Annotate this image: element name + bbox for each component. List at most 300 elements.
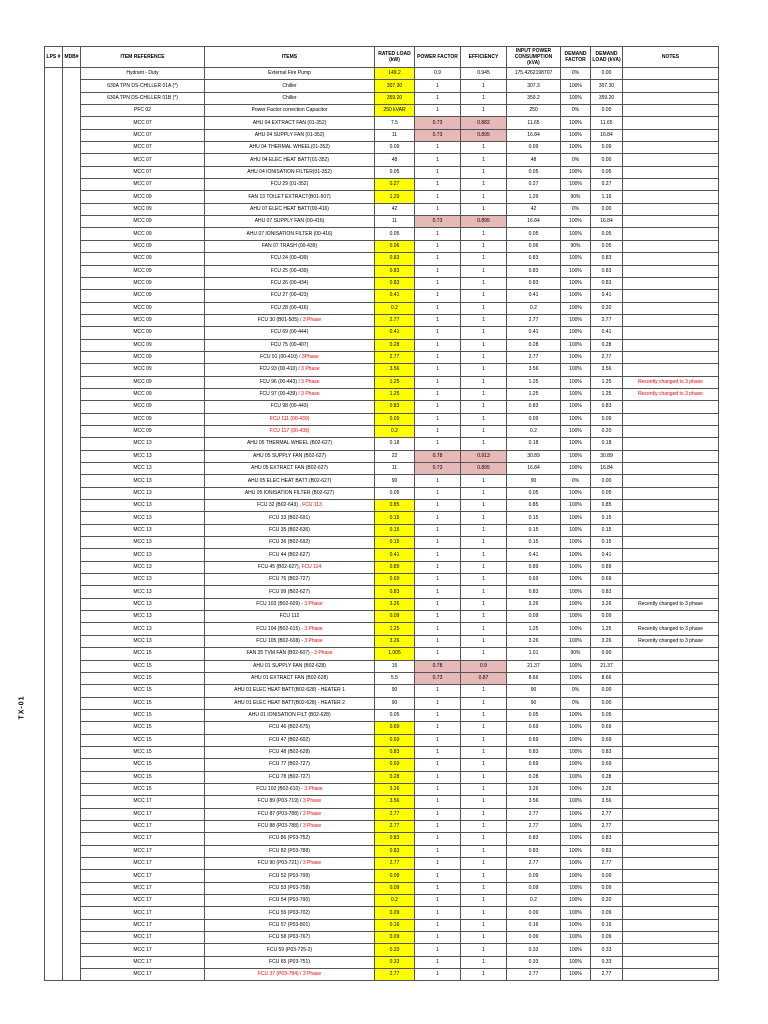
table-row bbox=[45, 105, 719, 117]
notes-cell bbox=[623, 364, 719, 376]
input-power-cell: 0.09 bbox=[507, 932, 561, 944]
input-power-cell: 2.77 bbox=[507, 820, 561, 832]
efficiency-cell: 1 bbox=[461, 80, 507, 92]
demand-load-cell: 0.09 bbox=[591, 882, 623, 894]
rated-load-cell: 0.41 bbox=[375, 290, 415, 302]
rated-load-cell: 3.56 bbox=[375, 364, 415, 376]
efficiency-cell: 0.9 bbox=[461, 660, 507, 672]
demand-load-cell: 3.26 bbox=[591, 783, 623, 795]
mdb-cell bbox=[63, 314, 81, 326]
mdb-cell bbox=[63, 228, 81, 240]
item-cell bbox=[205, 969, 375, 981]
mdb-cell bbox=[63, 845, 81, 857]
notes-cell bbox=[623, 487, 719, 499]
power-factor-cell: 1 bbox=[415, 265, 461, 277]
power-factor-cell: 1 bbox=[415, 105, 461, 117]
mdb-cell bbox=[63, 142, 81, 154]
rated-load-cell: 0.85 bbox=[375, 500, 415, 512]
demand-factor-cell: 100% bbox=[561, 734, 591, 746]
demand-load-cell: 0.41 bbox=[591, 290, 623, 302]
efficiency-cell: 0.87 bbox=[461, 672, 507, 684]
efficiency-cell: 1 bbox=[461, 475, 507, 487]
lps-cell bbox=[45, 68, 63, 80]
table-row bbox=[45, 228, 719, 240]
header-power-factor: POWER FACTOR bbox=[415, 47, 461, 68]
efficiency-cell: 1 bbox=[461, 759, 507, 771]
power-factor-cell: 1 bbox=[415, 142, 461, 154]
lps-cell bbox=[45, 944, 63, 956]
demand-load-cell: 8.66 bbox=[591, 672, 623, 684]
power-factor-cell: 1 bbox=[415, 537, 461, 549]
item-text: FCU 87 (P03-788) / bbox=[257, 810, 303, 817]
efficiency-cell: 0.895 bbox=[461, 129, 507, 141]
power-factor-cell: 1 bbox=[415, 351, 461, 363]
item-cell bbox=[205, 919, 375, 931]
item-reference-cell: MCC 09 bbox=[81, 364, 205, 376]
power-factor-cell: 1 bbox=[415, 561, 461, 573]
table-row bbox=[45, 450, 719, 462]
item-reference-cell: MCC 17 bbox=[81, 907, 205, 919]
notes-cell bbox=[623, 672, 719, 684]
input-power-cell: 0.85 bbox=[507, 500, 561, 512]
item-text: FCU 88 (P03-788) / bbox=[257, 823, 303, 830]
item-text: AHU 01 IONISATION FILT (B02-628) bbox=[248, 712, 331, 719]
item-text: FCU 52 (P03-799) bbox=[269, 872, 310, 879]
item-reference-cell: MCC 13 bbox=[81, 500, 205, 512]
demand-load-cell: 0.15 bbox=[591, 537, 623, 549]
power-factor-cell: 1 bbox=[415, 228, 461, 240]
power-factor-cell: 1 bbox=[415, 895, 461, 907]
item-cell bbox=[205, 339, 375, 351]
item-text: FCU 45 (B02-627), bbox=[257, 563, 302, 570]
efficiency-cell: 1 bbox=[461, 500, 507, 512]
rated-load-cell: 0.09 bbox=[375, 413, 415, 425]
item-reference-cell: MCC 13 bbox=[81, 611, 205, 623]
rated-load-cell: 0.83 bbox=[375, 253, 415, 265]
demand-factor-cell: 0% bbox=[561, 475, 591, 487]
demand-factor-cell: 100% bbox=[561, 549, 591, 561]
item-reference-cell: MCC 13 bbox=[81, 475, 205, 487]
power-factor-cell: 1 bbox=[415, 302, 461, 314]
lps-cell bbox=[45, 537, 63, 549]
input-power-cell: 0.83 bbox=[507, 265, 561, 277]
lps-cell bbox=[45, 240, 63, 252]
item-text: FCU 44 (B02-627) bbox=[269, 551, 310, 558]
input-power-cell: 90 bbox=[507, 697, 561, 709]
lps-cell bbox=[45, 919, 63, 931]
table-row bbox=[45, 191, 719, 203]
demand-factor-cell: 100% bbox=[561, 302, 591, 314]
input-power-cell: 0.33 bbox=[507, 956, 561, 968]
item-text: FCU 35 (B02-636) bbox=[269, 526, 310, 533]
mdb-cell bbox=[63, 956, 81, 968]
table-row bbox=[45, 833, 719, 845]
efficiency-cell: 1 bbox=[461, 635, 507, 647]
notes-cell: Recently changed to 3 phase bbox=[623, 623, 719, 635]
notes-cell: Recently changed to 3 phase bbox=[623, 388, 719, 400]
efficiency-cell: 1 bbox=[461, 388, 507, 400]
demand-load-cell: 0.00 bbox=[591, 685, 623, 697]
lps-cell bbox=[45, 463, 63, 475]
rated-load-cell: 0.27 bbox=[375, 179, 415, 191]
item-text: FCU 46 (B02-675) bbox=[269, 724, 310, 731]
item-cell bbox=[205, 660, 375, 672]
item-text: FCU 98 (00-443) bbox=[270, 403, 309, 410]
power-factor-cell: 1 bbox=[415, 253, 461, 265]
item-cell bbox=[205, 105, 375, 117]
demand-factor-cell: 100% bbox=[561, 80, 591, 92]
demand-factor-cell: 100% bbox=[561, 895, 591, 907]
item-cell bbox=[205, 388, 375, 400]
notes-cell bbox=[623, 450, 719, 462]
item-reference-cell: MCC 17 bbox=[81, 969, 205, 981]
table-row bbox=[45, 574, 719, 586]
rated-load-cell: 0.05 bbox=[375, 487, 415, 499]
item-cell bbox=[205, 487, 375, 499]
notes-cell: Recently changed to 3 phase bbox=[623, 598, 719, 610]
efficiency-cell: 1 bbox=[461, 265, 507, 277]
table-row bbox=[45, 500, 719, 512]
item-cell bbox=[205, 932, 375, 944]
item-cell bbox=[205, 648, 375, 660]
mdb-cell bbox=[63, 240, 81, 252]
mdb-cell bbox=[63, 771, 81, 783]
demand-factor-cell: 100% bbox=[561, 845, 591, 857]
table-row bbox=[45, 253, 719, 265]
input-power-cell: 0.09 bbox=[507, 907, 561, 919]
demand-factor-cell: 100% bbox=[561, 870, 591, 882]
lps-cell bbox=[45, 154, 63, 166]
mdb-cell bbox=[63, 302, 81, 314]
notes-cell bbox=[623, 845, 719, 857]
item-cell bbox=[205, 191, 375, 203]
item-text: AHU 07 ELEC HEAT BATT(00-416) bbox=[250, 205, 329, 212]
lps-cell bbox=[45, 932, 63, 944]
efficiency-cell: 0.895 bbox=[461, 463, 507, 475]
efficiency-cell: 1 bbox=[461, 845, 507, 857]
table-row bbox=[45, 166, 719, 178]
item-highlight-text: 3 Phase bbox=[304, 625, 323, 632]
demand-load-cell: 0.20 bbox=[591, 425, 623, 437]
item-highlight-text: / 3 Phase bbox=[297, 391, 320, 398]
demand-load-cell: 0.69 bbox=[591, 759, 623, 771]
rated-load-cell: 3.26 bbox=[375, 598, 415, 610]
demand-factor-cell: 100% bbox=[561, 969, 591, 981]
input-power-cell: 0.09 bbox=[507, 611, 561, 623]
efficiency-cell: 1 bbox=[461, 611, 507, 623]
power-factor-cell: 0.9 bbox=[415, 68, 461, 80]
rated-load-cell: 3.56 bbox=[375, 796, 415, 808]
item-text: FCU 105 (B02-608) - bbox=[256, 637, 305, 644]
rated-load-cell: 0.89 bbox=[375, 561, 415, 573]
power-factor-cell: 1 bbox=[415, 92, 461, 104]
lps-cell bbox=[45, 895, 63, 907]
item-reference-cell: MCC 17 bbox=[81, 858, 205, 870]
item-cell bbox=[205, 895, 375, 907]
item-cell bbox=[205, 142, 375, 154]
lps-cell bbox=[45, 734, 63, 746]
mdb-cell bbox=[63, 709, 81, 721]
item-text: FCU 93 (00-410) bbox=[259, 366, 297, 373]
efficiency-cell: 1 bbox=[461, 919, 507, 931]
rated-load-cell: 0.09 bbox=[375, 882, 415, 894]
efficiency-cell: 0.913 bbox=[461, 450, 507, 462]
mdb-cell bbox=[63, 463, 81, 475]
rated-load-cell: 0.33 bbox=[375, 956, 415, 968]
item-reference-cell: MCC 17 bbox=[81, 820, 205, 832]
item-highlight-text: 3 Phase bbox=[304, 600, 323, 607]
rated-load-cell: 359.20 bbox=[375, 92, 415, 104]
item-cell bbox=[205, 759, 375, 771]
efficiency-cell: 1 bbox=[461, 191, 507, 203]
mdb-cell bbox=[63, 425, 81, 437]
mdb-cell bbox=[63, 129, 81, 141]
power-factor-cell: 0.73 bbox=[415, 129, 461, 141]
efficiency-cell: 1 bbox=[461, 290, 507, 302]
mdb-cell bbox=[63, 697, 81, 709]
item-text: FCU 28 (00-416) bbox=[270, 304, 309, 311]
power-factor-cell: 1 bbox=[415, 858, 461, 870]
power-factor-cell: 1 bbox=[415, 697, 461, 709]
item-text: FCU 27 (00-423) bbox=[270, 292, 309, 299]
efficiency-cell: 0.945 bbox=[461, 68, 507, 80]
header-input-power: INPUT POWER CONSUMPTION (kVA) bbox=[507, 47, 561, 68]
demand-factor-cell: 100% bbox=[561, 932, 591, 944]
demand-load-cell: 0.05 bbox=[591, 709, 623, 721]
table-row bbox=[45, 549, 719, 561]
demand-factor-cell: 100% bbox=[561, 216, 591, 228]
table-row bbox=[45, 709, 719, 721]
item-cell bbox=[205, 463, 375, 475]
lps-cell bbox=[45, 80, 63, 92]
lps-cell bbox=[45, 709, 63, 721]
demand-load-cell: 1.25 bbox=[591, 623, 623, 635]
item-cell bbox=[205, 277, 375, 289]
item-reference-cell: MCC 07 bbox=[81, 154, 205, 166]
item-text: FCU 90 (P03-721) / bbox=[257, 860, 303, 867]
notes-cell bbox=[623, 685, 719, 697]
mdb-cell bbox=[63, 919, 81, 931]
power-factor-cell: 1 bbox=[415, 598, 461, 610]
table-row bbox=[45, 783, 719, 795]
input-power-cell: 16.84 bbox=[507, 216, 561, 228]
item-text: FCU 104 (B02-615) - bbox=[256, 625, 305, 632]
mdb-cell bbox=[63, 648, 81, 660]
demand-load-cell: 1.25 bbox=[591, 388, 623, 400]
table-row bbox=[45, 648, 719, 660]
power-factor-cell: 1 bbox=[415, 475, 461, 487]
item-text: FCU 97 (00-439) bbox=[259, 391, 297, 398]
lps-cell bbox=[45, 808, 63, 820]
power-factor-cell: 1 bbox=[415, 277, 461, 289]
rated-load-cell: 1.25 bbox=[375, 376, 415, 388]
item-cell bbox=[205, 956, 375, 968]
notes-cell bbox=[623, 290, 719, 302]
efficiency-cell: 1 bbox=[461, 302, 507, 314]
demand-load-cell: 0.28 bbox=[591, 339, 623, 351]
power-factor-cell: 1 bbox=[415, 401, 461, 413]
table-row bbox=[45, 870, 719, 882]
efficiency-cell: 1 bbox=[461, 92, 507, 104]
power-factor-cell: 1 bbox=[415, 969, 461, 981]
item-cell bbox=[205, 425, 375, 437]
demand-load-cell: 2.77 bbox=[591, 351, 623, 363]
demand-factor-cell: 100% bbox=[561, 759, 591, 771]
rated-load-cell: 0.15 bbox=[375, 537, 415, 549]
rated-load-cell: 7.5 bbox=[375, 117, 415, 129]
notes-cell bbox=[623, 80, 719, 92]
demand-factor-cell: 100% bbox=[561, 314, 591, 326]
demand-load-cell: 2.77 bbox=[591, 969, 623, 981]
input-power-cell: 3.26 bbox=[507, 635, 561, 647]
item-reference-cell: MCC 09 bbox=[81, 191, 205, 203]
lps-cell bbox=[45, 858, 63, 870]
power-factor-cell: 1 bbox=[415, 870, 461, 882]
item-cell bbox=[205, 907, 375, 919]
notes-cell bbox=[623, 117, 719, 129]
lps-cell bbox=[45, 376, 63, 388]
mdb-cell bbox=[63, 574, 81, 586]
item-reference-cell: MCC 15 bbox=[81, 722, 205, 734]
rated-load-cell: 0.83 bbox=[375, 586, 415, 598]
table-row bbox=[45, 68, 719, 80]
table-row bbox=[45, 537, 719, 549]
table-row bbox=[45, 907, 719, 919]
item-text: FCU 86 (P03-752) bbox=[269, 835, 310, 842]
demand-load-cell: 0.09 bbox=[591, 870, 623, 882]
rated-load-cell: 22 bbox=[375, 450, 415, 462]
demand-load-cell: 0.15 bbox=[591, 524, 623, 536]
item-text: FCU 103 (B02-609) - bbox=[256, 600, 305, 607]
notes-cell bbox=[623, 882, 719, 894]
power-factor-cell: 1 bbox=[415, 166, 461, 178]
notes-cell bbox=[623, 425, 719, 437]
mdb-cell bbox=[63, 105, 81, 117]
input-power-cell: 3.26 bbox=[507, 783, 561, 795]
lps-cell bbox=[45, 327, 63, 339]
demand-load-cell: 0.05 bbox=[591, 166, 623, 178]
efficiency-cell: 1 bbox=[461, 314, 507, 326]
item-text: FCU 36 (B02-692) bbox=[269, 539, 310, 546]
item-reference-cell: MCC 17 bbox=[81, 919, 205, 931]
item-cell bbox=[205, 265, 375, 277]
input-power-cell: 3.56 bbox=[507, 364, 561, 376]
item-reference-cell: MCC 07 bbox=[81, 179, 205, 191]
mdb-cell bbox=[63, 759, 81, 771]
demand-factor-cell: 100% bbox=[561, 919, 591, 931]
efficiency-cell: 1 bbox=[461, 907, 507, 919]
input-power-cell: 0.89 bbox=[507, 561, 561, 573]
efficiency-cell: 1 bbox=[461, 351, 507, 363]
power-factor-cell: 1 bbox=[415, 327, 461, 339]
item-text: Chiller bbox=[282, 82, 297, 89]
mdb-cell bbox=[63, 179, 81, 191]
rated-load-cell: 2.77 bbox=[375, 351, 415, 363]
notes-cell bbox=[623, 129, 719, 141]
rated-load-cell: 11 bbox=[375, 129, 415, 141]
power-factor-cell: 1 bbox=[415, 179, 461, 191]
mdb-cell bbox=[63, 586, 81, 598]
demand-factor-cell: 100% bbox=[561, 635, 591, 647]
power-factor-cell: 1 bbox=[415, 586, 461, 598]
lps-cell bbox=[45, 611, 63, 623]
item-cell bbox=[205, 783, 375, 795]
lps-cell bbox=[45, 166, 63, 178]
efficiency-cell: 1 bbox=[461, 339, 507, 351]
lps-cell bbox=[45, 685, 63, 697]
rated-load-cell: 0.05 bbox=[375, 709, 415, 721]
demand-load-cell: 359.20 bbox=[591, 92, 623, 104]
notes-cell bbox=[623, 475, 719, 487]
demand-load-cell: 11.65 bbox=[591, 117, 623, 129]
table-row bbox=[45, 154, 719, 166]
transformer-group-label bbox=[16, 680, 28, 740]
demand-factor-cell: 100% bbox=[561, 882, 591, 894]
power-factor-cell: 1 bbox=[415, 635, 461, 647]
notes-cell bbox=[623, 870, 719, 882]
demand-load-cell: 2.77 bbox=[591, 820, 623, 832]
mdb-cell bbox=[63, 277, 81, 289]
item-reference-cell: MCC 07 bbox=[81, 166, 205, 178]
table-row bbox=[45, 771, 719, 783]
table-row bbox=[45, 697, 719, 709]
demand-load-cell: 0.00 bbox=[591, 154, 623, 166]
notes-cell bbox=[623, 537, 719, 549]
item-text: AHU 01 EXTRACT FAN (B02-628) bbox=[251, 675, 328, 682]
demand-factor-cell: 100% bbox=[561, 401, 591, 413]
demand-load-cell: 0.00 bbox=[591, 203, 623, 215]
input-power-cell: 0.09 bbox=[507, 413, 561, 425]
demand-load-cell: 0.83 bbox=[591, 265, 623, 277]
demand-load-cell: 21.37 bbox=[591, 660, 623, 672]
input-power-cell: 3.56 bbox=[507, 796, 561, 808]
mdb-cell bbox=[63, 376, 81, 388]
rated-load-cell: 2.77 bbox=[375, 314, 415, 326]
efficiency-cell: 1 bbox=[461, 376, 507, 388]
item-reference-cell: MCC 13 bbox=[81, 512, 205, 524]
efficiency-cell: 1 bbox=[461, 783, 507, 795]
item-highlight-text: 3 Phase bbox=[302, 860, 322, 867]
notes-cell bbox=[623, 228, 719, 240]
efficiency-cell: 1 bbox=[461, 734, 507, 746]
item-text: FCU 99 (B02-627) bbox=[269, 588, 310, 595]
rated-load-cell: 0.09 bbox=[375, 932, 415, 944]
lps-cell bbox=[45, 117, 63, 129]
demand-load-cell: 0.41 bbox=[591, 327, 623, 339]
notes-cell bbox=[623, 302, 719, 314]
table-row bbox=[45, 240, 719, 252]
demand-load-cell: 3.26 bbox=[591, 598, 623, 610]
mdb-cell bbox=[63, 290, 81, 302]
lps-cell bbox=[45, 907, 63, 919]
input-power-cell: 0.2 bbox=[507, 425, 561, 437]
demand-load-cell: 16.84 bbox=[591, 129, 623, 141]
table-row bbox=[45, 796, 719, 808]
rated-load-cell: 0.15 bbox=[375, 524, 415, 536]
lps-cell bbox=[45, 648, 63, 660]
item-text: FCU 58 (P03-767) bbox=[269, 934, 310, 941]
mdb-cell bbox=[63, 475, 81, 487]
lps-cell bbox=[45, 388, 63, 400]
group-label-text: TX-01 bbox=[18, 695, 26, 720]
item-cell bbox=[205, 944, 375, 956]
table-row bbox=[45, 129, 719, 141]
demand-factor-cell: 100% bbox=[561, 771, 591, 783]
lps-cell bbox=[45, 425, 63, 437]
demand-factor-cell: 100% bbox=[561, 586, 591, 598]
item-highlight-text: FCU 37 (P03-784) / 3 Phase bbox=[257, 971, 322, 978]
input-power-cell: 2.77 bbox=[507, 351, 561, 363]
